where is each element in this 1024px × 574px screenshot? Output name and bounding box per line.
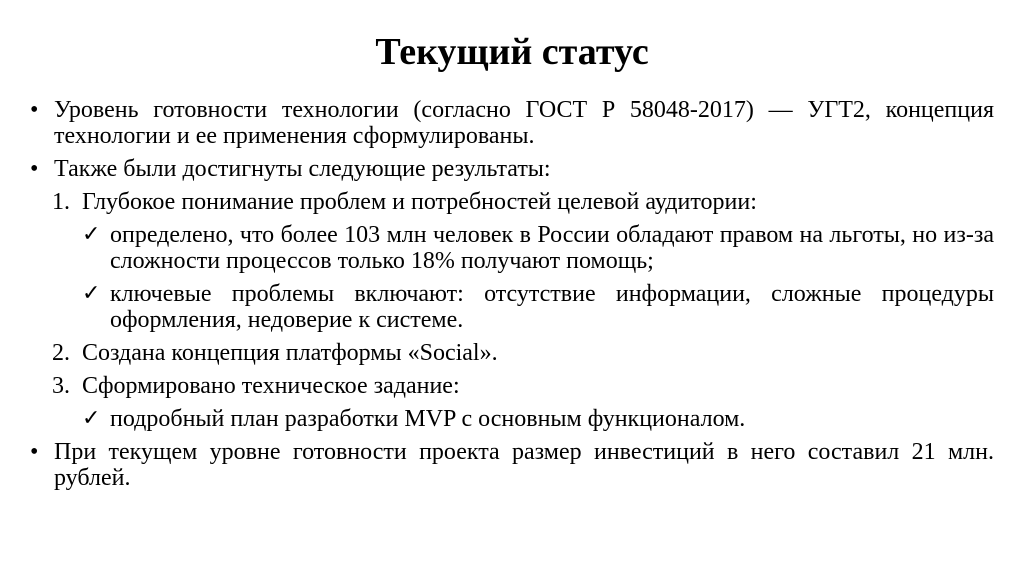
item-number: 1. xyxy=(52,189,70,215)
bullet-item xyxy=(30,97,994,149)
slide-content xyxy=(30,97,994,498)
checkmark-icon: ✓ xyxy=(82,222,101,247)
check-text: подробный план разработки MVP с основным функционалом. xyxy=(110,406,746,432)
item-number: 3. xyxy=(52,373,70,399)
bullet-item xyxy=(30,439,994,491)
check-item xyxy=(30,281,994,333)
bullet-text: Уровень готовности технологии (согласно ГОСТ Р 58048-2017) — УГТ2, концепция технологии и ее применения сформулированы. xyxy=(54,97,994,149)
item-number: 2. xyxy=(52,340,70,366)
numbered-item xyxy=(30,340,994,366)
bullet-text: Также были достигнуты следующие результаты: xyxy=(54,156,551,182)
check-text: определено, что более 103 млн человек в России обладают правом на льготы, но из-за сложности процессов только 18% получают помощь; xyxy=(110,222,994,274)
bullet-text: При текущем уровне готовности проекта размер инвестиций в него составил 21 млн. рублей. xyxy=(54,439,994,491)
slide-title: Текущий статус xyxy=(375,31,649,73)
bullet-item xyxy=(30,156,994,182)
checkmark-icon: ✓ xyxy=(82,281,101,306)
checkmark-icon: ✓ xyxy=(82,406,101,431)
numbered-item xyxy=(30,189,994,215)
numbered-text: Создана концепция платформы «Social». xyxy=(82,340,498,366)
numbered-text: Глубокое понимание проблем и потребностей целевой аудитории: xyxy=(82,189,757,215)
bullet-marker: • xyxy=(30,156,39,182)
bullet-marker: • xyxy=(30,439,39,465)
numbered-item xyxy=(30,373,994,399)
bullet-marker: • xyxy=(30,97,39,123)
check-item xyxy=(30,406,994,432)
numbered-text: Сформировано техническое задание: xyxy=(82,373,460,399)
check-item xyxy=(30,222,994,274)
check-text: ключевые проблемы включают: отсутствие информации, сложные процедуры оформления, недоверие к системе. xyxy=(110,281,994,333)
